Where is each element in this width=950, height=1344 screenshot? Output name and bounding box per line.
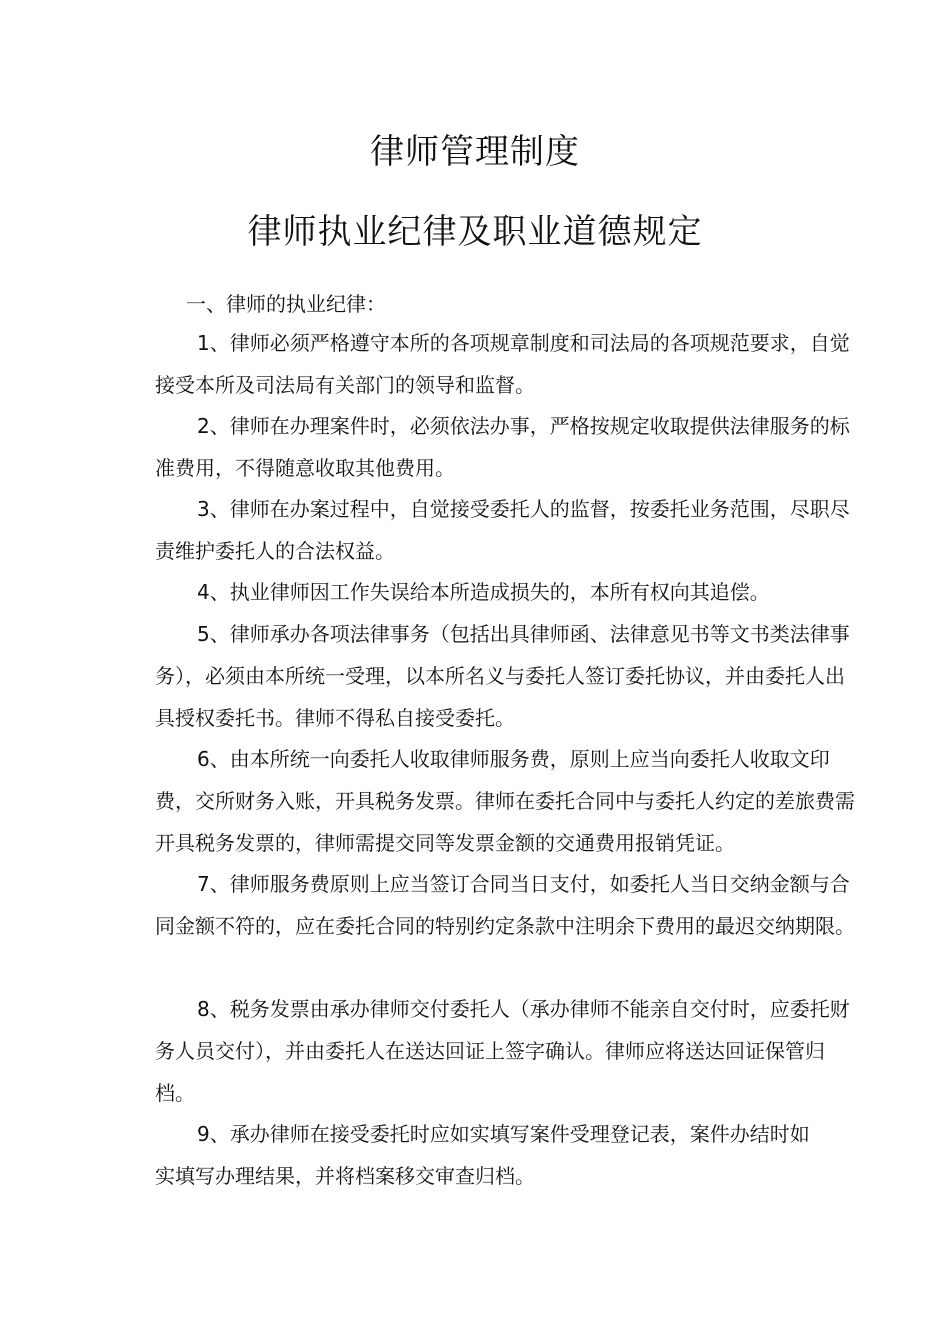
paragraph-9: 9、承办律师在接受委托时应如实填写案件受理登记表，案件办结时如实填写办理结果，并将档案移交审查归档。 — [155, 1122, 810, 1188]
paragraph-2: 2、律师在办理案件时，必须依法办事，严格按规定收取提供法律服务的标准费用，不得随意收取其他费用。 — [155, 414, 850, 480]
paragraph-3: 3、律师在办案过程中，自觉接受委托人的监督，按委托业务范围，尽职尽责维护委托人的合法权益。 — [155, 497, 850, 563]
paragraph-1: 1、律师必须严格遵守本所的各项规章制度和司法局的各项规范要求，自觉接受本所及司法局有关部门的领导和监督。 — [155, 331, 850, 397]
paragraph-7: 7、律师服务费原则上应当签订合同当日支付，如委托人当日交纳金额与合同金额不符的，应在委托合同的特别约定条款中注明余下费用的最迟交纳期限。 — [155, 872, 855, 938]
paragraph-4: 4、执业律师因工作失误给本所造成损失的，本所有权向其追偿。 — [197, 580, 770, 604]
paragraph-5: 5、律师承办各项法律事务（包括出具律师函、法律意见书等文书类法律事务），必须由本所统一受理，以本所名义与委托人签订委托协议，并由委托人出具授权委托书。律师不得私自接受委托。 — [155, 622, 850, 730]
document-subtitle: 律师执业纪律及职业道德规定 — [247, 212, 703, 252]
document-title: 律师管理制度 — [370, 132, 580, 172]
paragraph-8: 8、税务发票由承办律师交付委托人（承办律师不能亲自交付时，应委托财务人员交付），并由委托人在送达回证上签字确认。律师应将送达回证保管归档。 — [155, 997, 850, 1105]
paragraph-6: 6、由本所统一向委托人收取律师服务费，原则上应当向委托人收取文印费，交所财务入账，开具税务发票。律师在委托合同中与委托人约定的差旅费需开具税务发票的，律师需提交同等发票金额的交通费用报销凭证。 — [155, 747, 855, 855]
section-heading: 一、律师的执业纪律： — [186, 292, 386, 316]
